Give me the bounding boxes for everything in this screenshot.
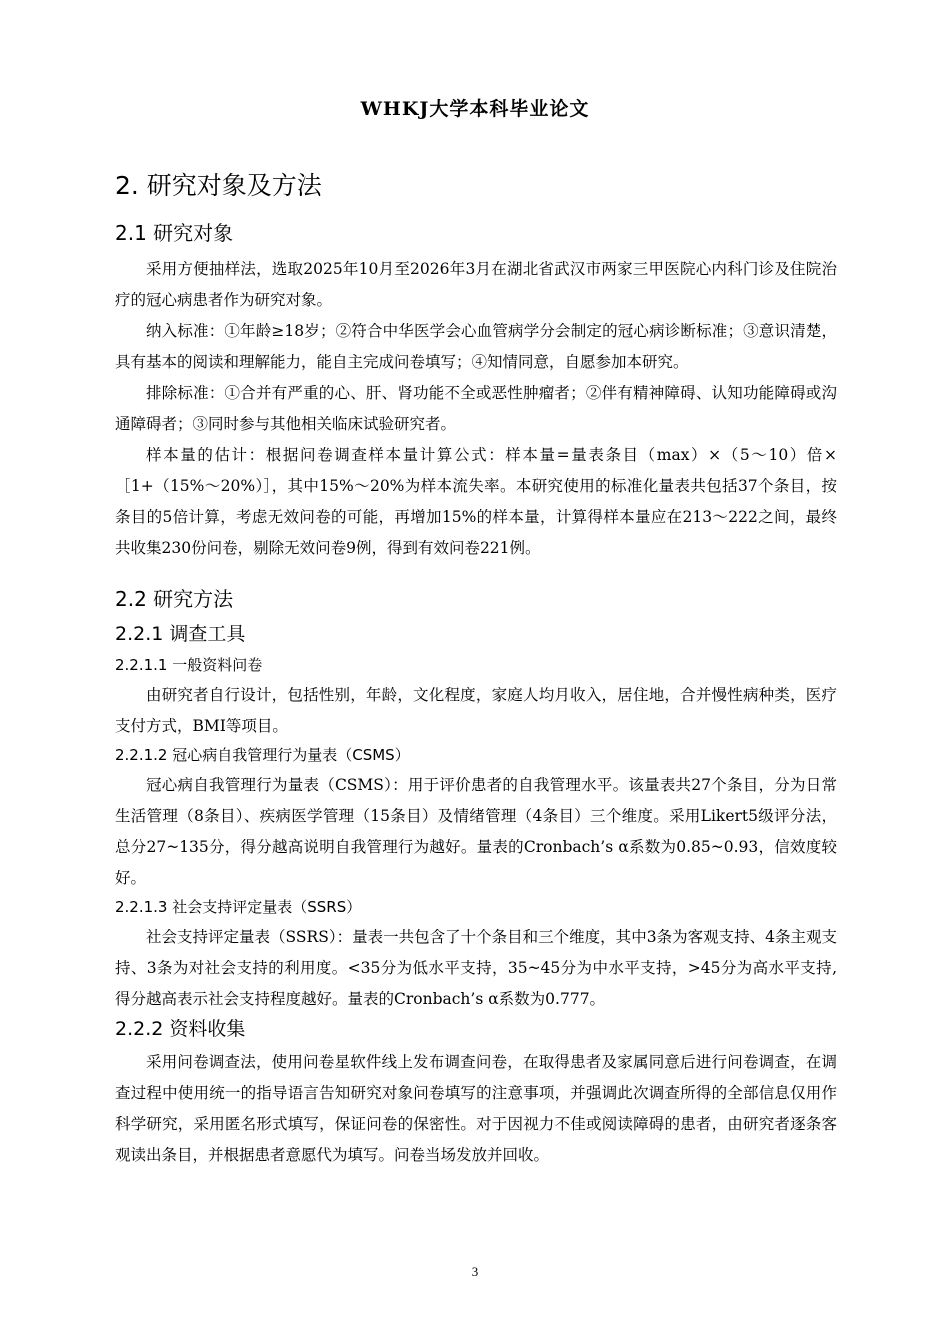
section-2-2-2-heading: 2.2.2 资料收集 bbox=[115, 1018, 246, 1040]
paragraph-ssrs: 社会支持评定量表（SSRS）：量表一共包含了十个条目和三个维度，其中3条为客观支持、4条主观支持、3条为对社会支持的利用度。<35分为低水平支持，35~45分为中水平支持，>45分为高水平支持, 得分越高表示社会支持程度越好。量表的Cronbach’s α系数为0.777。 bbox=[115, 928, 837, 1008]
spacer bbox=[115, 564, 837, 584]
paragraph-inclusion-criteria: 纳入标准：①年龄≥18岁；②符合中华医学会心血管病学分会制定的冠心病诊断标准；③意识清楚，具有基本的阅读和理解能力，能自主完成问卷填写；④知情同意，自愿参加本研究。 bbox=[115, 322, 837, 371]
section-2-2-1-2-heading: 2.2.1.2 冠心病自我管理行为量表（CSMS） bbox=[115, 746, 410, 764]
paragraph-sample-size: 样本量的估计：根据问卷调查样本量计算公式：样本量=量表条目（max）×（5～10）倍×［1+（15%～20%）］，其中15%～20%为样本流失率。本研究使用的标准化量表共包括37个条目，按条目的5倍计算，考虑无效问卷的可能，再增加15%的样本量，计算得样本量应在213～222之间，最终共收集230份问卷，剔除无效问卷9例，得到有效问卷221例。 bbox=[115, 446, 837, 557]
section-2-2-1-1-heading: 2.2.1.1 一般资料问卷 bbox=[115, 656, 263, 674]
paragraph-exclusion-criteria: 排除标准：①合并有严重的心、肝、肾功能不全或恶性肿瘤者；②伴有精神障碍、认知功能障碍或沟通障碍者；③同时参与其他相关临床试验研究者。 bbox=[115, 384, 837, 433]
page-number: 3 bbox=[471, 1264, 479, 1279]
paragraph-data-collection: 采用问卷调查法，使用问卷星软件线上发布调查问卷，在取得患者及家属同意后进行问卷调查，在调查过程中使用统一的指导语言告知研究对象问卷填写的注意事项，并强调此次调查所得的全部信息仅用作科学研究，采用匿名形式填写，保证问卷的保密性。对于因视力不佳或阅读障碍的患者，由研究者逐条客观读出条目，并根据患者意愿代为填写。问卷当场发放并回收。 bbox=[115, 1053, 837, 1164]
paragraph-sampling-method: 采用方便抽样法，选取2025年10月至2026年3月在湖北省武汉市两家三甲医院心内科门诊及住院治疗的冠心病患者作为研究对象。 bbox=[115, 260, 837, 309]
section-2-2-1-heading: 2.2.1 调查工具 bbox=[115, 623, 246, 645]
paragraph-csms: 冠心病自我管理行为量表（CSMS）：用于评价患者的自我管理水平。该量表共27个条目，分为日常生活管理（8条目）、疾病医学管理（15条目）及情绪管理（4条目）三个维度。采用Likert5级评分法，总分27~135分，得分越高说明自我管理行为越好。量表的Cronbach’s α系数为0.85~0.93，信效度较好。 bbox=[115, 776, 837, 887]
main-content bbox=[115, 168, 837, 1171]
section-2-2-heading: 2.2 研究方法 bbox=[115, 587, 234, 611]
section-2-heading: 2. 研究对象及方法 bbox=[115, 171, 322, 200]
section-2-1-heading: 2.1 研究对象 bbox=[115, 221, 234, 245]
section-2-2-1-3-heading: 2.2.1.3 社会支持评定量表（SSRS） bbox=[115, 898, 362, 916]
thesis-header-title: WHKJ大学本科毕业论文 bbox=[360, 98, 590, 120]
paragraph-general-questionnaire: 由研究者自行设计，包括性别，年龄，文化程度，家庭人均月收入，居住地，合并慢性病种类，医疗支付方式，BMI等项目。 bbox=[115, 686, 837, 735]
